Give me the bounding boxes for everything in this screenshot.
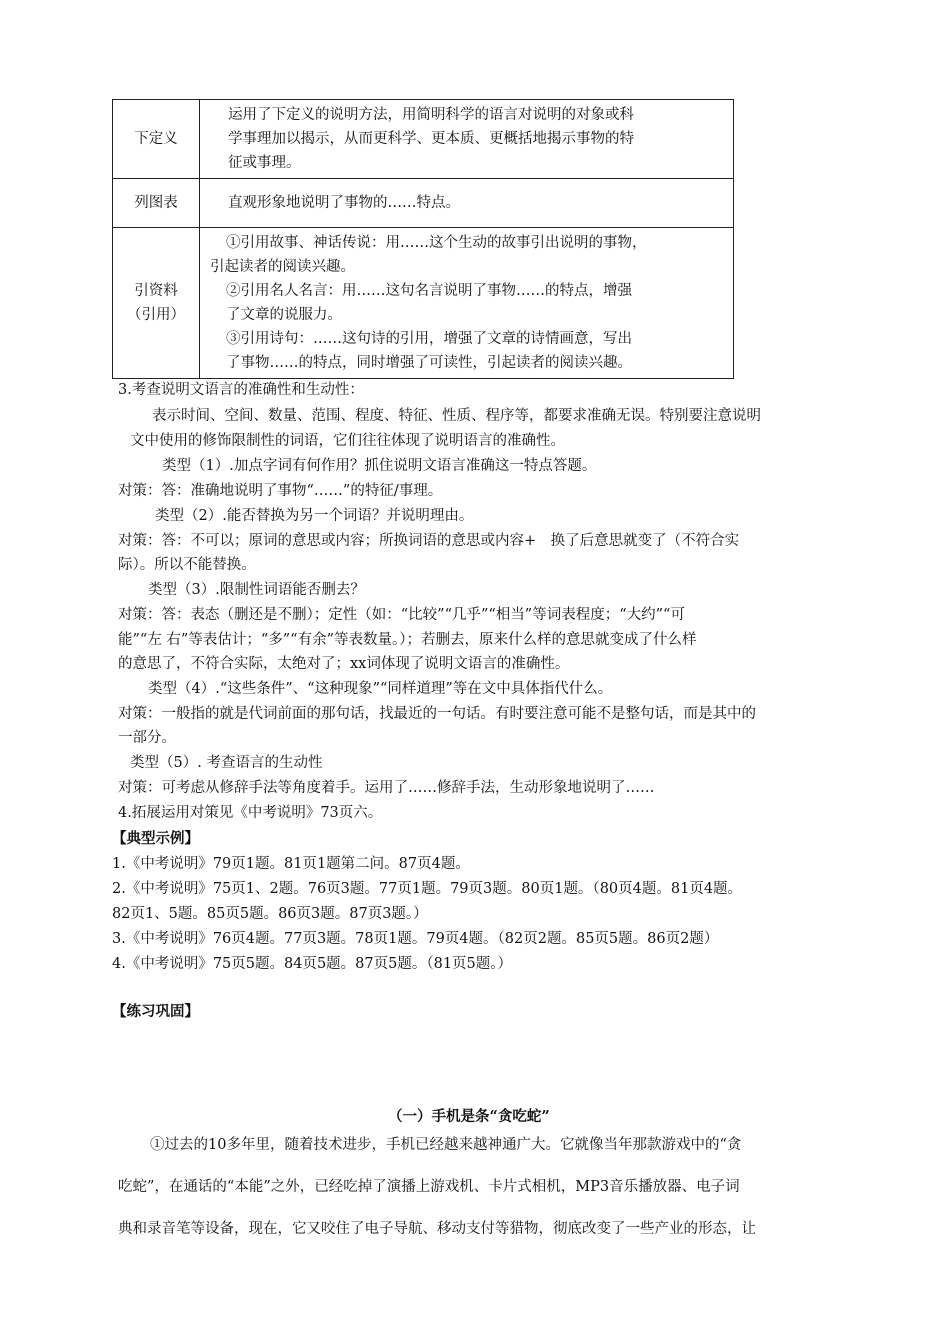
row-content xyxy=(200,228,734,379)
line: ③引用诗句：……这句诗的引用，增强了文章的诗情画意，写出 xyxy=(226,331,632,347)
article-line: ①过去的10多年里，随着技术进步，手机已经越来越神通广大。它就像当年那款游戏中的“贪 xyxy=(150,1137,742,1153)
type-1-answer: 对策：答：准确地说明了事物“……”的特征/事理。 xyxy=(118,483,443,499)
type-5-heading: 类型（5）. 考查语言的生动性 xyxy=(130,755,323,771)
type-5-answer: 对策：可考虑从修辞手法等角度着手。运用了……修辞手法，生动形象地说明了…… xyxy=(118,780,655,796)
line: ②引用名人名言：用……这句名言说明了事物……的特点，增强 xyxy=(226,283,632,299)
example-line: 4.《中考说明》75页5题。84页5题。87页5题。（81页5题。） xyxy=(112,956,513,972)
article-line: 典和录音笔等设备，现在，它又咬住了电子导航、移动支付等猎物，彻底改变了一些产业的形态，让 xyxy=(118,1221,756,1237)
label-text: （引用） xyxy=(127,307,185,323)
section-3-title: 3.考查说明文语言的准确性和生动性： xyxy=(118,382,364,398)
example-line: 1.《中考说明》79页1题。81页1题第二问。87页4题。 xyxy=(112,856,470,872)
paragraph-line: 表示时间、空间、数量、范围、程度、特征、性质、程序等，都要求准确无误。特别要注意说明 xyxy=(152,408,761,424)
example-line: 3.《中考说明》76页4题。77页3题。78页1题。79页4题。（82页2题。85页5题。86页2题） xyxy=(112,931,719,947)
line: 学事理加以揭示，从而更科学、更本质、更概括地揭示事物的特 xyxy=(228,131,634,147)
methods-table xyxy=(112,99,734,379)
article-line: 吃蛇”，在通话的“本能”之外，已经吃掉了演播上游戏机、卡片式相机，MP3音乐播放器、电子词 xyxy=(118,1179,740,1195)
line: 了文章的说服力。 xyxy=(226,307,342,323)
row-label xyxy=(113,179,200,228)
type-2-heading: 类型（2）.能否替换为另一个词语？并说明理由。 xyxy=(155,508,474,524)
line: 引起读者的阅读兴趣。 xyxy=(210,259,355,275)
table-row xyxy=(113,228,734,379)
type-4-answer: 对策：一般指的就是代词前面的那句话，找最近的一句话。有时要注意可能不是整句话，而是其中的 xyxy=(118,706,756,722)
type-2-answer: 际）。所以不能替换。 xyxy=(118,557,256,573)
row-label xyxy=(113,100,200,179)
cell-text xyxy=(200,228,733,378)
type-1-heading: 类型（1）.加点字词有何作用？抓住说明文语言准确这一特点答题。 xyxy=(162,458,597,474)
row-label xyxy=(113,228,200,379)
line: 直观形象地说明了事物的……特点。 xyxy=(228,195,460,211)
example-line: 2.《中考说明》75页1、2题。76页3题。77页1题。79页3题。80页1题。（80页4题。81页4题。 xyxy=(112,881,743,897)
cell-text xyxy=(200,188,733,218)
type-3-answer: 对策：答：表态（删还是不删）；定性（如：“比较”“几乎”“相当”等词表程度；“大约”“可 xyxy=(118,607,685,623)
type-2-answer: 对策：答：不可以；原词的意思或内容；所换词语的意思或内容+ 换了后意思就变了（不符合实 xyxy=(118,533,740,549)
type-4-answer: 一部分。 xyxy=(118,730,176,746)
label-text: 引资料 xyxy=(134,283,178,299)
example-line: 82页1、5题。85页5题。86页3题。87页3题。） xyxy=(112,906,428,922)
label-text: 列图表 xyxy=(134,195,178,211)
practice-heading: 【练习巩固】 xyxy=(112,1003,199,1020)
examples-heading: 【典型示例】 xyxy=(112,830,199,847)
type-3-answer: 能”“左 右”等表估计；“多”“有余”等表数量。）；若删去，原来什么样的意思就变成了什么样 xyxy=(118,632,697,648)
paragraph-line: 文中使用的修饰限制性的词语，它们往往体现了说明语言的准确性。 xyxy=(130,433,565,449)
cell-text xyxy=(200,100,733,178)
type-3-heading: 类型（3）.限制性词语能否删去？ xyxy=(148,582,365,598)
type-4-heading: 类型（4）.“这些条件”、“这种现象”“同样道理”等在文中具体指代什么。 xyxy=(148,681,613,697)
section-4: 4.拓展运用对策见《中考说明》73页六。 xyxy=(118,805,383,821)
type-3-answer: 的意思了，不符合实际，太绝对了；xx词体现了说明文语言的准确性。 xyxy=(118,656,570,672)
row-content xyxy=(200,179,734,228)
label-text: 下定义 xyxy=(134,131,178,147)
line: 征或事理。 xyxy=(228,155,301,171)
line: ①引用故事、神话传说：用……这个生动的故事引出说明的事物， xyxy=(226,235,647,251)
line: 运用了下定义的说明方法，用简明科学的语言对说明的对象或科 xyxy=(228,107,634,123)
row-content xyxy=(200,100,734,179)
line: 了事物……的特点，同时增强了可读性，引起读者的阅读兴趣。 xyxy=(226,355,632,371)
article-title: （一）手机是条“贪吃蛇” xyxy=(388,1108,550,1125)
table-row xyxy=(113,179,734,228)
table-row xyxy=(113,100,734,179)
